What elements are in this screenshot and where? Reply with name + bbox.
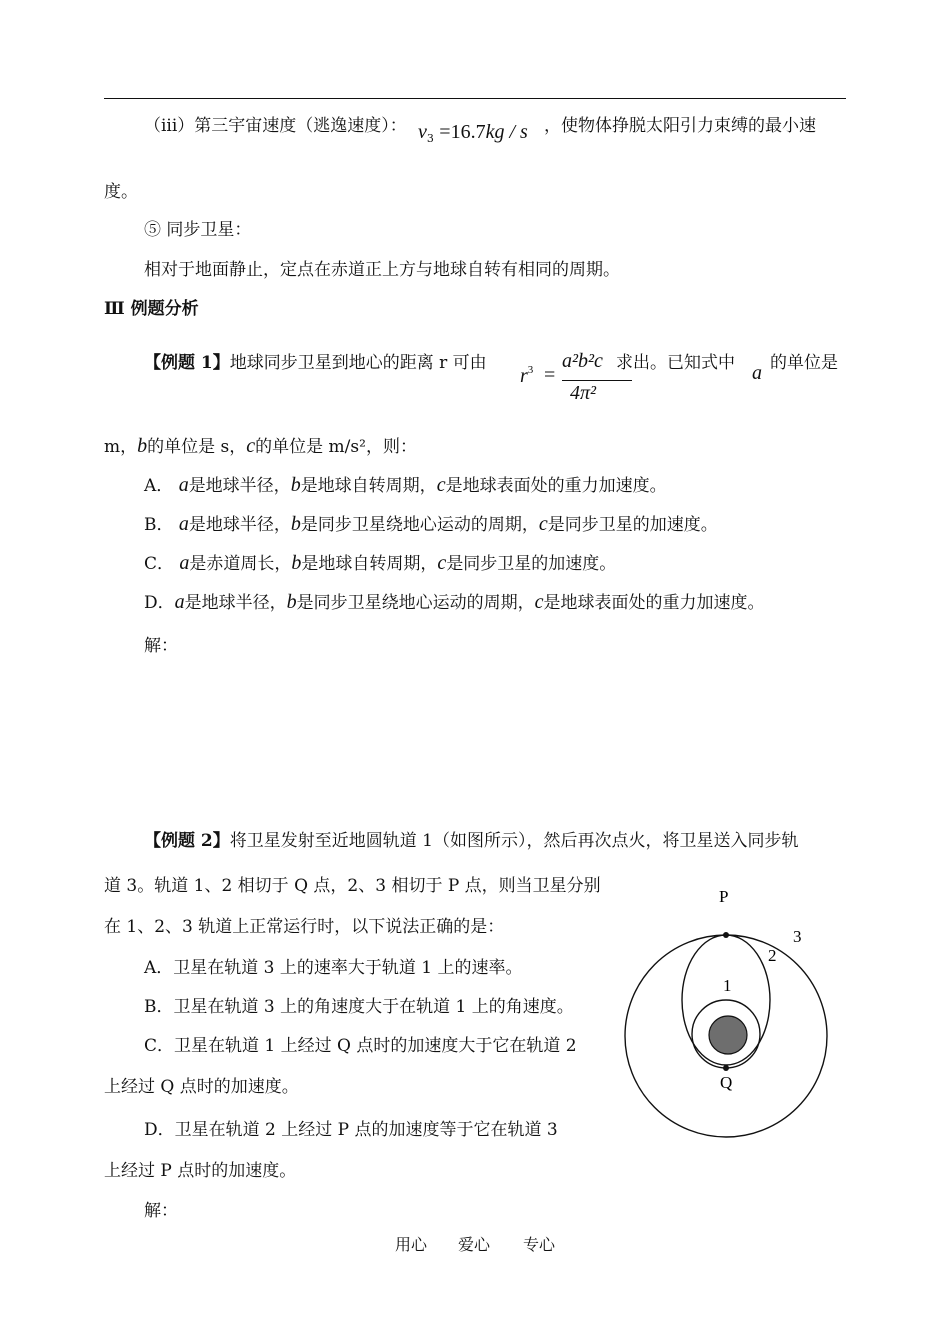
var-b: b [291, 552, 302, 574]
option-part: 是同步卫星的加速度。 [547, 515, 718, 535]
example1-var-a-line [752, 361, 762, 386]
option-part: 是同步卫星绕地心运动的周期， [300, 515, 539, 535]
example2-solution-label: 解： [144, 1201, 178, 1221]
sync-satellite-heading: ⑤ 同步卫星： [144, 220, 252, 240]
example1-unit-s: 的单位是 s， [147, 437, 247, 457]
example1-option-c [144, 551, 616, 576]
example2-option-d-line1: D．卫星在轨道 2 上经过 P 点的加速度等于它在轨道 3 [144, 1120, 558, 1140]
var-c: c [534, 591, 544, 613]
option-letter: C． [144, 554, 175, 574]
example2-option-d-line2: 上经过 P 点时的加速度。 [104, 1161, 297, 1181]
var-a: a [174, 591, 185, 613]
cosmic-velocity-suffix-line [544, 114, 816, 138]
option-letter: D． [144, 593, 175, 613]
option-letter: A． [144, 476, 174, 496]
header-rule [104, 98, 846, 99]
example2-option-c-line2: 上经过 Q 点时的加速度。 [104, 1077, 299, 1097]
example2-line2: 道 3。轨道 1、2 相切于 Q 点，2、3 相切于 P 点，则当卫星分别 [104, 876, 601, 896]
example1-formula [520, 340, 620, 410]
option-part: 是地球表面处的重力加速度。 [445, 476, 667, 496]
section-heading: Ⅲ 例题分析 [104, 299, 199, 319]
var-a: a [179, 552, 190, 574]
velocity-subscript: 3 [426, 132, 434, 145]
option-part: 是地球半径， [188, 515, 291, 535]
option-part: 是地球自转周期， [301, 554, 438, 574]
formula-denominator: 4π² [570, 382, 597, 404]
option-part: 是地球自转周期， [300, 476, 437, 496]
label-q: Q [720, 1073, 733, 1092]
example1-solution-label: 解： [144, 636, 178, 656]
option-letter: B． [144, 515, 174, 535]
formula-lhs-exp: 3 [527, 364, 534, 376]
option-part: 是同步卫星的加速度。 [446, 554, 617, 574]
example1-text-end-line [770, 351, 838, 375]
option-part: 是赤道周长， [189, 554, 292, 574]
option-part: 是同步卫星绕地心运动的周期， [296, 593, 535, 613]
example1-option-d [144, 590, 765, 615]
footer-item-1: 用心 [395, 1235, 428, 1254]
var-b: b [137, 435, 148, 457]
example1-text-mid: 求出。已知式中 [616, 353, 735, 373]
example2-label: 【例题 2】 [144, 831, 230, 851]
var-c: c [246, 435, 256, 457]
velocity-value: =16.7 [439, 121, 486, 143]
footer-item-3: 专心 [523, 1235, 556, 1254]
var-c: c [538, 513, 548, 535]
sync-satellite-desc: 相对于地面静止，定点在赤道正上方与地球自转有相同的周期。 [144, 260, 620, 280]
label-orbit-1: 1 [723, 976, 732, 995]
label-orbit-3: 3 [793, 927, 802, 946]
option-part: 是地球表面处的重力加速度。 [543, 593, 765, 613]
cosmic-velocity-line2 [104, 180, 138, 204]
example1-line2 [104, 434, 417, 459]
example1-label: 【例题 1】 [144, 353, 230, 373]
cosmic-velocity-prefix: （iii）第三宇宙速度（逃逸速度）： [144, 116, 407, 136]
option-part: 是地球半径， [184, 593, 287, 613]
example2-option-c-line1: C．卫星在轨道 1 上经过 Q 点时的加速度大于它在轨道 2 [144, 1036, 577, 1056]
example1-option-a [144, 473, 667, 498]
point-p-dot [723, 932, 729, 938]
example1-line1 [144, 351, 487, 375]
formula-numerator: a²b²c [562, 350, 603, 372]
orbit-diagram [600, 875, 850, 1155]
var-a: a [178, 474, 189, 496]
var-b: b [286, 591, 297, 613]
example1-text-end: 的单位是 [770, 353, 838, 373]
formula-bar [562, 380, 632, 381]
example1-unit-m: m， [104, 437, 138, 457]
velocity-unit: kg / s [485, 121, 528, 143]
earth-circle [709, 1016, 747, 1054]
velocity-symbol: v [418, 121, 427, 143]
example2-line3: 在 1、2、3 轨道上正常运行时，以下说法正确的是： [104, 917, 505, 937]
example1-unit-ms2: 的单位是 m/s²，则： [255, 437, 417, 457]
var-a: a [752, 362, 762, 384]
var-a: a [178, 513, 189, 535]
label-orbit-2: 2 [768, 946, 777, 965]
cosmic-velocity-suffix: ，使物体挣脱太阳引力束缚的最小速 [544, 116, 816, 136]
example2-text: 将卫星发射至近地圆轨道 1（如图所示），然后再次点火，将卫星送入同步轨 [229, 831, 799, 851]
example2-option-a: A．卫星在轨道 3 上的速率大于轨道 1 上的速率。 [144, 958, 523, 978]
option-part: 是地球半径， [188, 476, 291, 496]
formula-equals: = [544, 364, 556, 386]
formula-lhs: r [520, 365, 528, 387]
cosmic-velocity-continuation: 度。 [104, 182, 138, 202]
example1-text-mid-line [616, 351, 735, 375]
example2-line1 [144, 829, 798, 853]
var-c: c [437, 552, 447, 574]
example1-option-b [144, 512, 718, 537]
footer-item-2: 爱心 [458, 1235, 491, 1254]
var-b: b [290, 474, 301, 496]
label-p: P [719, 887, 729, 906]
point-q-dot [723, 1065, 729, 1071]
velocity-formula [418, 120, 528, 151]
example2-option-b: B．卫星在轨道 3 上的角速度大于在轨道 1 上的角速度。 [144, 997, 574, 1017]
cosmic-velocity-line [144, 114, 407, 138]
example1-text-prefix: 地球同步卫星到地心的距离 r 可由 [229, 353, 487, 373]
var-c: c [436, 474, 446, 496]
var-b: b [290, 513, 301, 535]
